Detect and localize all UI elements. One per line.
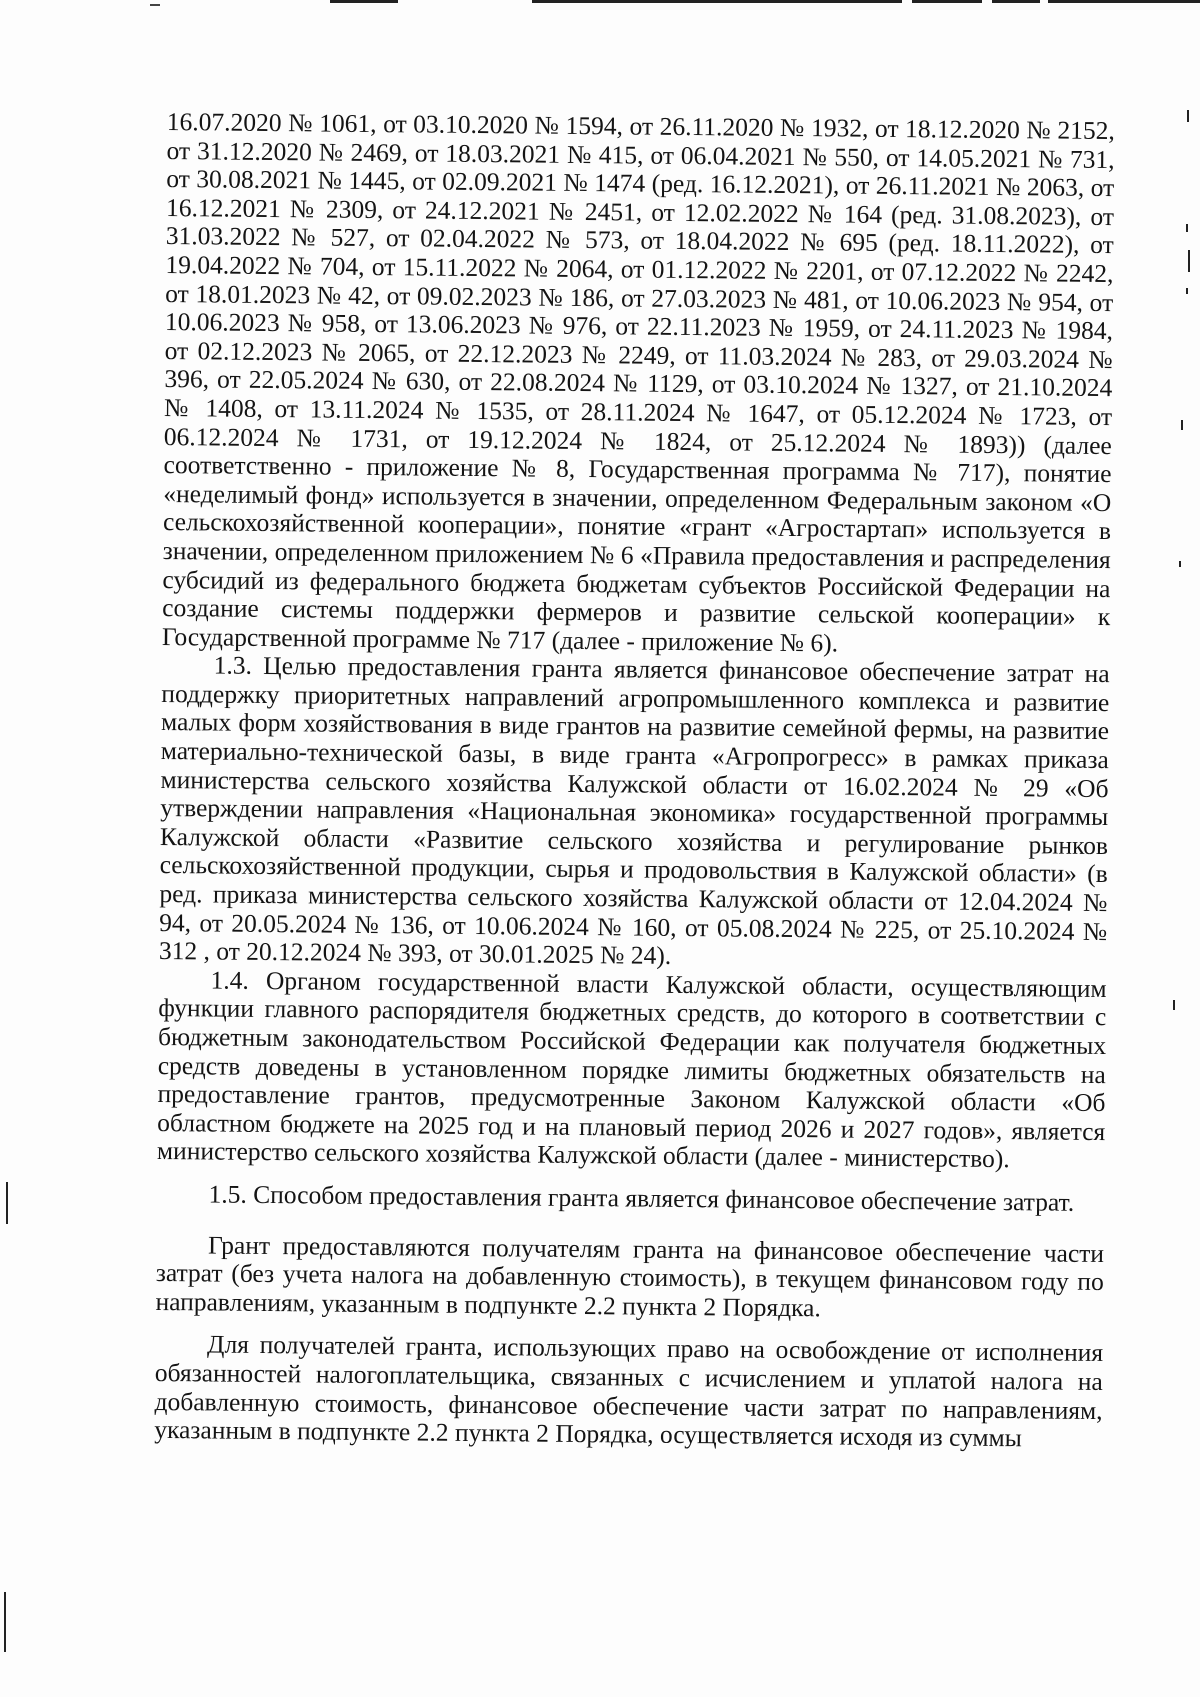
scan-edge-line (1048, 0, 1200, 3)
scan-edge-line (6, 1182, 8, 1224)
scan-edge-line (992, 0, 1040, 3)
paragraph-continuation: 16.07.2020 № 1061, от 03.10.2020 № 1594, от 26.11.2020 № 1932, от 18.12.2020 № 2152, от 31.12.2020 № 2469, от 18.03.2021 № 415, от 06.04.2021 № 550, от 14.05.2021 № 731, от 30.08.2021 № 1445, от 02.09.2021 № 1474 (ред. 16.12.2021), от 26.11.2021 № 2063, от 16.12.2021 № 2309, от 24.12.2021 № 2451, от 12.02.2022 № 164 (ред. 31.08.2023), от 31.03.2022 № 527, от 02.04.2022 № 573, от 18.04.2022 № 695 (ред. 18.11.2022), от 19.04.2022 № 704, от 15.11.2022 № 2064, от 01.12.2022 № 2201, от 07.12.2022 № 2242, от 18.01.2023 № 42, от 09.02.2023 № 186, от 27.03.2023 № 481, от 10.06.2023 № 954, от 10.06.2023 № 958, от 13.06.2023 № 976, от 22.11.2023 № 1959, от 24.11.2023 № 1984, от 02.12.2023 № 2065, от 22.12.2023 № 2249, от 11.03.2024 № 283, от 29.03.2024 № 396, от 22.05.2024 № 630, от 22.08.2024 № 1129, от 03.10.2024 № 1327, от 21.10.2024 № 1408, от 13.11.2024 № 1535, от 28.11.2024 № 1647, от 05.12.2024 № 1723, от 06.12.2024 № 1731, от 19.12.2024 № 1824, от 25.12.2024 № 1893)) (далее соответственно - приложение № 8, Государственная программа № 717), понятие «неделимый фонд» используется в значении, определенном Федеральным законом «О сельскохозяйственной кооперации», понятие «грант «Агростартап» используется в значении, определенном приложением № 6 «Правила предоставления и распределения субсидий из федерального бюджета бюджетам субъектов Российской Федерации на создание системы поддержки фермеров и развитие сельской кооперации» к Государственной программе № 717 (далее - приложение № 6). (161, 107, 1115, 658)
scan-edge-mark (1186, 288, 1188, 294)
paragraph-1-4: 1.4. Органом государственной власти Калужской области, осуществляющим функции главного распорядителя бюджетных средств, до которого в соответствии с бюджетным законодательством Российской Федерации как получателя бюджетных средств доведены в установленном порядке лимиты бюджетных обязательств на предоставление грантов, предусмотренные Законом Калужской области «Об областном бюджете на 2025 год и на плановый период 2026 и 2027 годов», является министерство сельского хозяйства Калужской области (далее - министерство). (156, 965, 1107, 1174)
paragraph-1-5: 1.5. Способом предоставления гранта является финансовое обеспечение затрат. (208, 1179, 1075, 1217)
paragraph-grant-provision: Грант предоставляются получателям гранта на финансовое обеспечение части затрат (без учета налога на добавленную стоимость), в текущем финансовом году по направлениям, указанным в подпункте 2.2 пункта 2 Порядка. (155, 1230, 1105, 1323)
scan-edge-line (532, 0, 902, 3)
scan-edge-mark (150, 4, 160, 6)
scan-edge-line (330, 0, 398, 3)
scan-edge-mark (1187, 110, 1189, 122)
document-body (154, 108, 1115, 1454)
scan-edge-line (912, 0, 982, 3)
scan-edge-mark (1179, 561, 1181, 567)
paragraph-1-3: 1.3. Целью предоставления гранта является финансовое обеспечение затрат на поддержку приоритетных направлений агропромышленного комплекса и развитие малых форм хозяйствования в виде грантов на развитие семейной фермы, на развитие материально-технической базы, в виде гранта «Агропрогресс» в рамках приказа министерства сельского хозяйства Калужской области от 16.02.2024 № 29 «Об утверждении направления «Национальная экономика» государственной программы Калужской области «Развитие сельского хозяйства и регулирование рынков сельскохозяйственной продукции, сырья и продовольствия в Калужской области» (в ред. приказа министерства сельского хозяйства Калужской области от 12.04.2024 № 94, от 20.05.2024 № 136, от 10.06.2024 № 160, от 05.08.2024 № 225, от 25.10.2024 № 312 , от 20.12.2024 № 393, от 30.01.2025 № 24). (158, 650, 1110, 971)
paragraph-vat-exempt: Для получателей гранта, использующих право на освобождение от исполнения обязанностей налогоплательщика, связанных с исчислением и уплатой налога на добавленную стоимость, финансовое обеспечение части затрат по направлениям, указанным в подпункте 2.2 пункта 2 Порядка, осуществляется исходя из суммы (154, 1329, 1104, 1453)
scan-edge-mark (1186, 224, 1188, 232)
scan-edge-line (4, 1592, 6, 1652)
scan-edge-mark (1188, 250, 1190, 272)
scan-edge-mark (1173, 1000, 1175, 1010)
scan-edge-mark (1181, 420, 1183, 430)
